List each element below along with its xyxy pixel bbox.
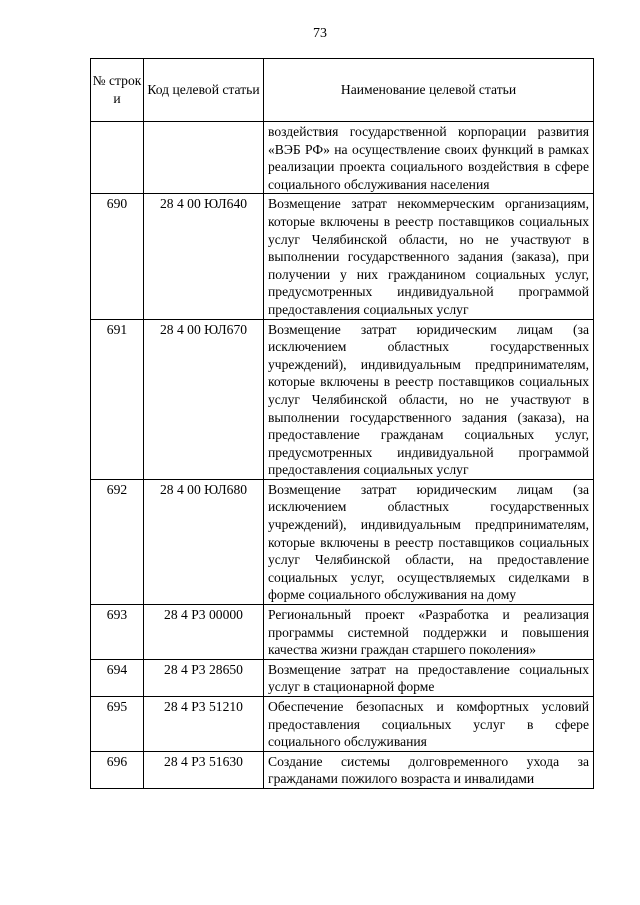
article-name: Возмещение затрат юридическим лицам (за исключением областных государственных учреждений), индивидуальным предпринимателям, которые включены в реестр поставщиков социальных услуг Челябинской области, на предоставление социальных услуг, осуществляемых сиделками в форме социального обслуживания на дому — [264, 479, 594, 604]
row-number: 695 — [91, 697, 144, 752]
row-number: 691 — [91, 319, 144, 479]
table-row — [91, 194, 594, 319]
article-code: 28 4 Р3 00000 — [144, 605, 264, 660]
article-name: воздействия государственной корпорации развития «ВЭБ РФ» на осуществление своих функций в рамках реализации проекта социального воздействия в сфере социального обслуживания населения — [264, 122, 594, 194]
row-number: 694 — [91, 659, 144, 696]
article-code: 28 4 00 ЮЛ640 — [144, 194, 264, 319]
table-row — [91, 659, 594, 696]
table-header-row — [91, 59, 594, 122]
article-code — [144, 122, 264, 194]
page-number: 73 — [313, 26, 327, 41]
article-code: 28 4 Р3 51630 — [144, 751, 264, 788]
row-number: 696 — [91, 751, 144, 788]
row-number: 692 — [91, 479, 144, 604]
article-name: Возмещение затрат юридическим лицам (за исключением областных государственных учреждений), индивидуальным предпринимателям, которые включены в реестр поставщиков социальных услуг Челябинской области, но не участвуют в выполнении государственного задания (заказа), на предоставление гражданам социальных услуг, предусмотренных индивидуальной программой предоставления социальных услуг — [264, 319, 594, 479]
article-name: Создание системы долговременного ухода за гражданами пожилого возраста и инвалидами — [264, 751, 594, 788]
article-name: Возмещение затрат некоммерческим организациям, которые включены в реестр поставщиков социальных услуг Челябинской области, но не участвуют в выполнении государственного задания (заказа), при получении у них гражданином социальных услуг, предусмотренных индивидуальной программой предоставления социальных услуг — [264, 194, 594, 319]
table-row — [91, 319, 594, 479]
article-name: Возмещение затрат на предоставление социальных услуг в стационарной форме — [264, 659, 594, 696]
table-row — [91, 479, 594, 604]
table-row — [91, 605, 594, 660]
row-number: 693 — [91, 605, 144, 660]
article-code: 28 4 00 ЮЛ670 — [144, 319, 264, 479]
article-code: 28 4 Р3 51210 — [144, 697, 264, 752]
header-article-code: Код целевой статьи — [144, 59, 264, 122]
article-name: Обеспечение безопасных и комфортных условий предоставления социальных услуг в сфере социального обслуживания — [264, 697, 594, 752]
table-row — [91, 697, 594, 752]
table-row — [91, 122, 594, 194]
article-name: Региональный проект «Разработка и реализация программы системной поддержки и повышения качества жизни граждан старшего поколения» — [264, 605, 594, 660]
header-row-number: № строк и — [91, 59, 144, 122]
row-number — [91, 122, 144, 194]
table-row — [91, 751, 594, 788]
header-article-name: Наименование целевой статьи — [264, 59, 594, 122]
article-code: 28 4 00 ЮЛ680 — [144, 479, 264, 604]
target-articles-table — [90, 58, 594, 789]
article-code: 28 4 Р3 28650 — [144, 659, 264, 696]
row-number: 690 — [91, 194, 144, 319]
